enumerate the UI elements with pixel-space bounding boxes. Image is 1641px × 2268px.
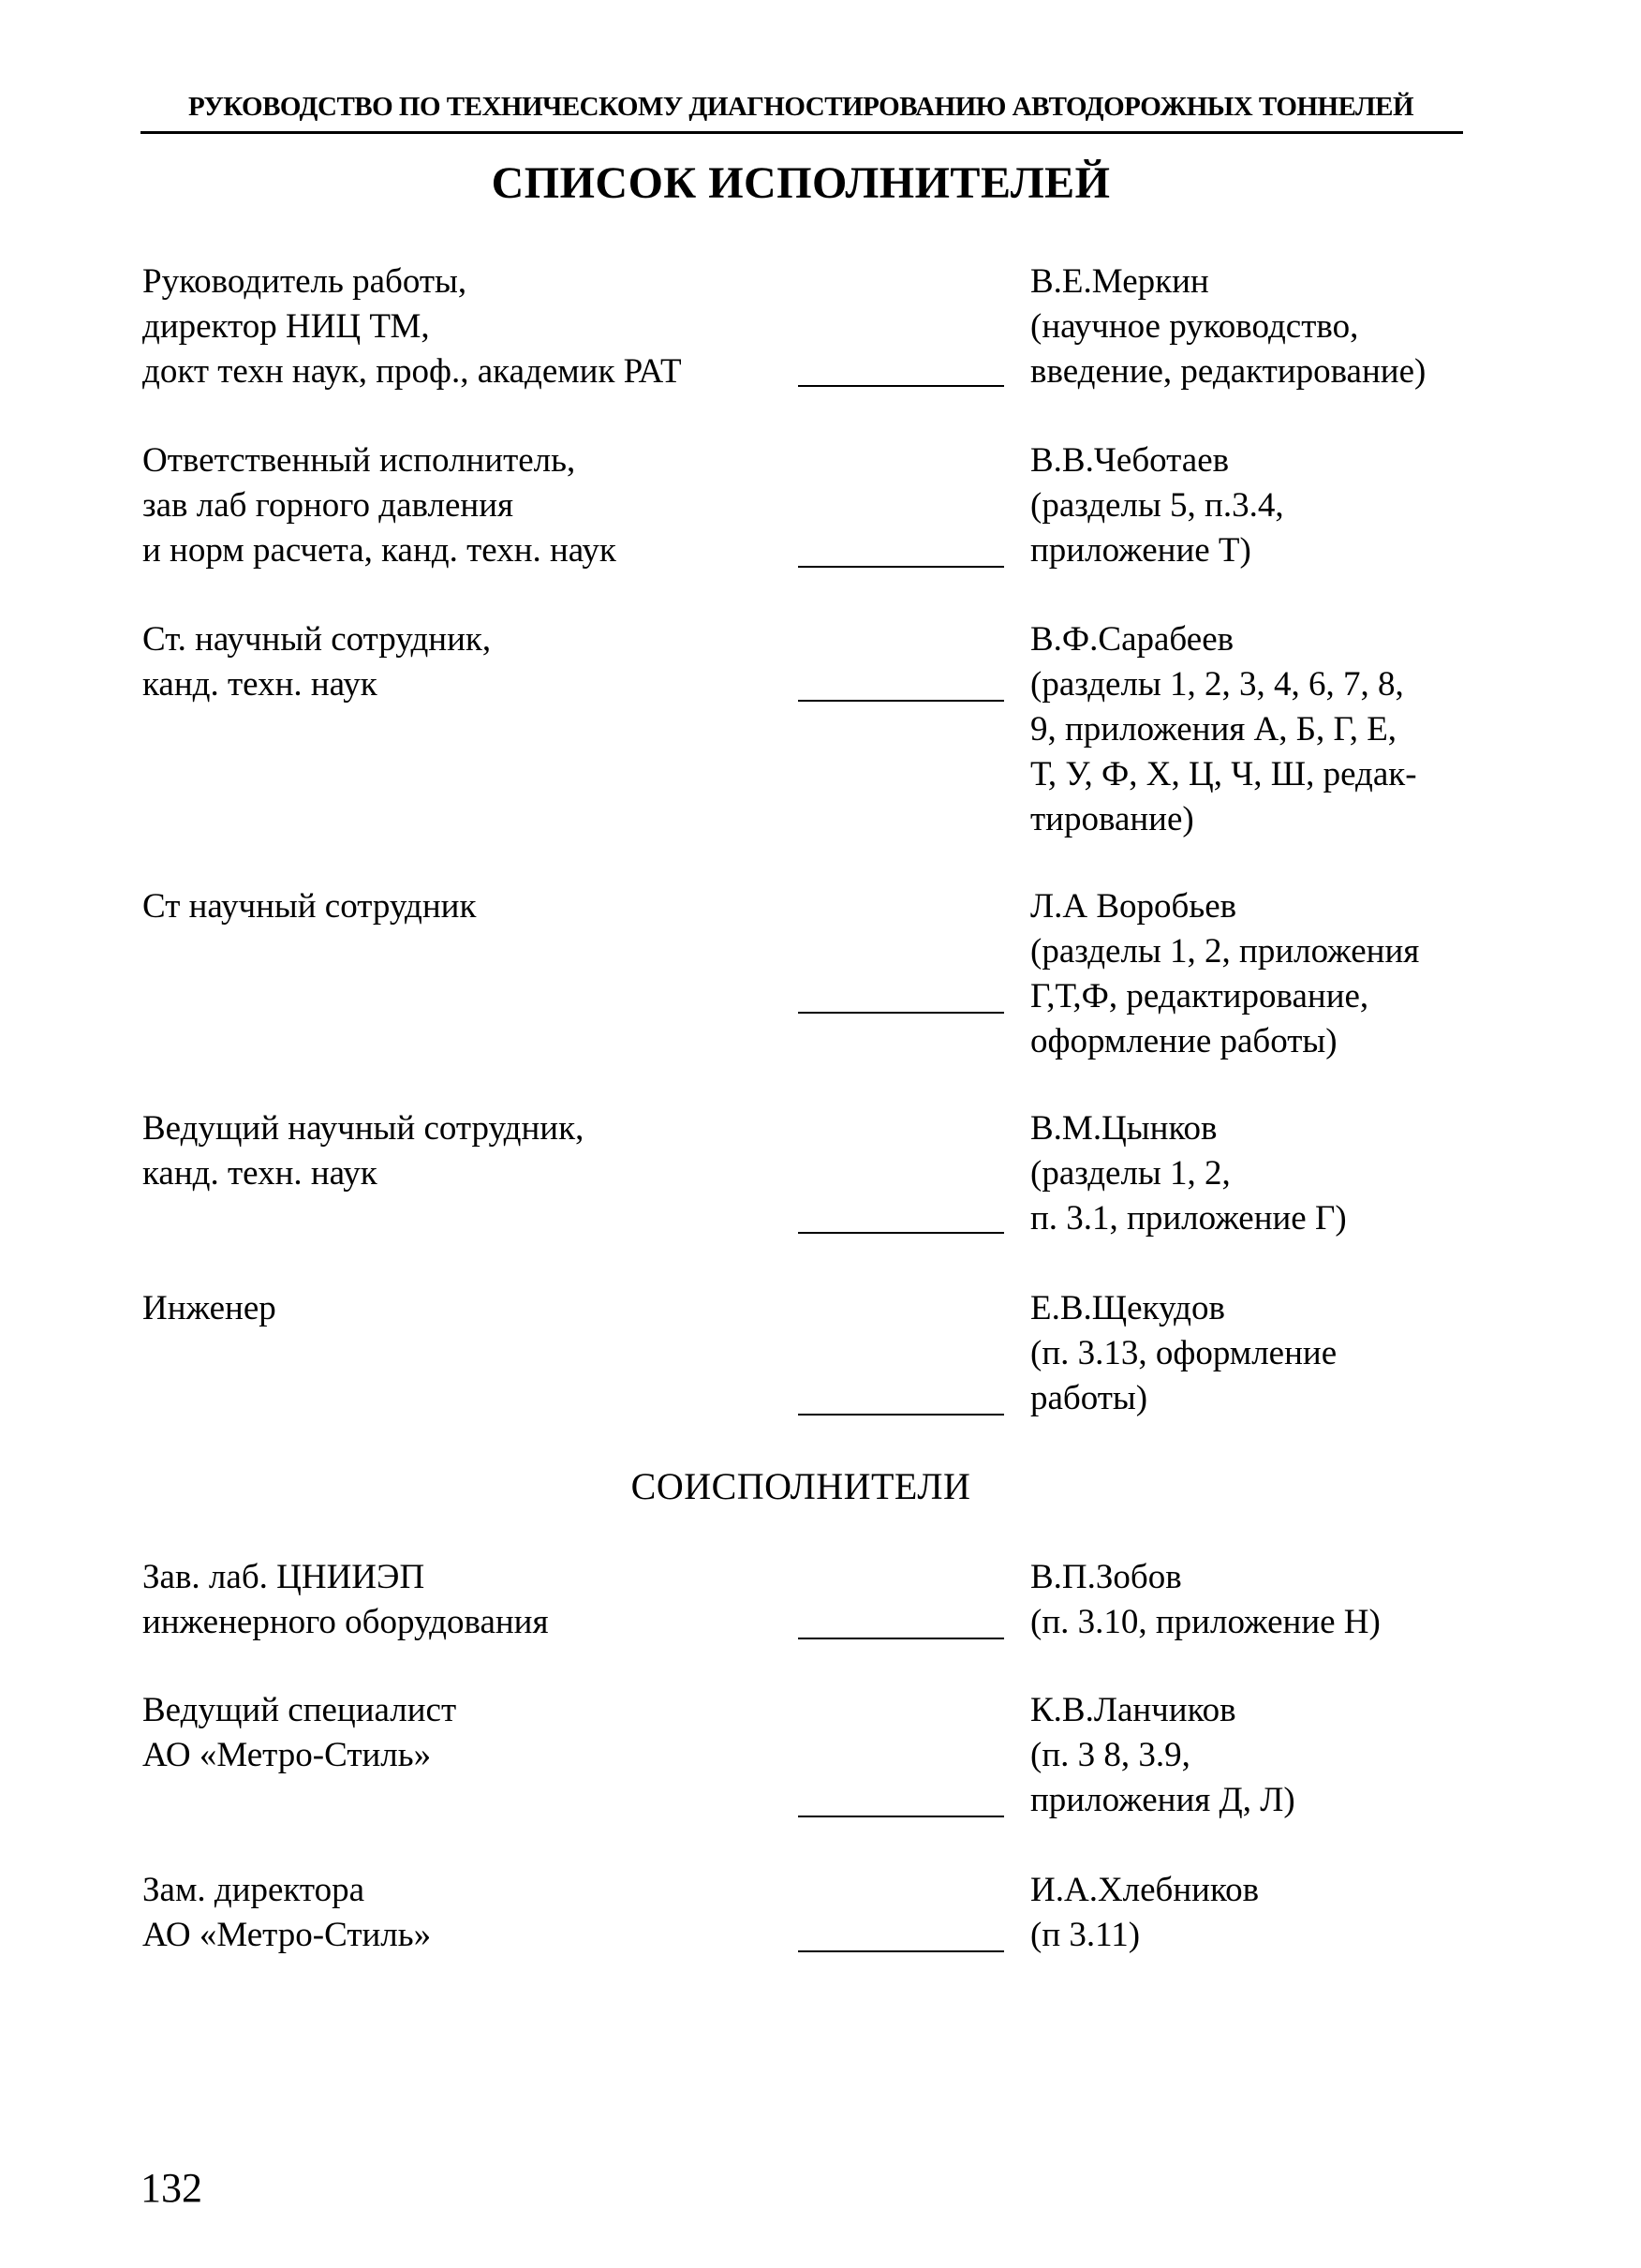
signature-line: [798, 1414, 1004, 1416]
executor-name: В.В.Чеботаев: [1030, 441, 1230, 480]
signature-line: [798, 1638, 1004, 1639]
credit-line: (п. 3 8, 3.9,: [1030, 1736, 1190, 1774]
page-title: СПИСОК ИСПОЛНИТЕЛЕЙ: [491, 158, 1111, 208]
section-title: СОИСПОЛНИТЕЛИ: [630, 1465, 971, 1507]
executor-role: [142, 259, 779, 394]
executor-role: [142, 1106, 779, 1196]
executor-role: [142, 1286, 779, 1331]
executor-role: [142, 884, 779, 929]
credit-line: введение, редактирование): [1030, 352, 1427, 391]
credit-line: (п. 3.10, приложение Н): [1030, 1603, 1381, 1641]
executor-credit: [1030, 259, 1555, 394]
credit-line: (разделы 1, 2,: [1030, 1154, 1231, 1193]
role-line: зав лаб горного давления: [142, 486, 514, 525]
role-line: Ст научный сотрудник: [142, 887, 477, 926]
running-header: РУКОВОДСТВО ПО ТЕХНИЧЕСКОМУ ДИАГНОСТИРОВАНИЮ АВТОДОРОЖНЫХ ТОННЕЛЕЙ: [187, 92, 1414, 122]
credit-line: приложение Т): [1030, 531, 1251, 570]
credit-line: п. 3.1, приложение Г): [1030, 1199, 1347, 1238]
executor-name: В.Ф.Сарабеев: [1030, 620, 1234, 659]
executor-credit: [1030, 1106, 1555, 1241]
signature-line: [798, 1950, 1004, 1952]
role-line: докт техн наук, проф., академик РАТ: [142, 352, 682, 391]
executor-credit: [1030, 1868, 1555, 1958]
role-line: директор НИЦ ТМ,: [142, 307, 430, 346]
role-line: канд. техн. наук: [142, 665, 377, 704]
role-line: канд. техн. наук: [142, 1154, 377, 1193]
role-line: Руководитель работы,: [142, 262, 467, 301]
credit-line: приложения Д, Л): [1030, 1781, 1295, 1819]
executor-name: В.М.Цынков: [1030, 1109, 1218, 1148]
page-number: 132: [140, 2165, 202, 2211]
credit-line: Г,Т,Ф, редактирование,: [1030, 977, 1369, 1015]
executor-role: [142, 1688, 779, 1778]
role-line: Ст. научный сотрудник,: [142, 620, 492, 659]
credit-line: оформление работы): [1030, 1022, 1338, 1060]
executor-name: Л.А Воробьев: [1030, 887, 1237, 926]
executor-role: [142, 617, 779, 707]
role-line: Ответственный исполнитель,: [142, 441, 576, 480]
credit-line: 9, приложения А, Б, Г, Е,: [1030, 710, 1397, 749]
executor-credit: [1030, 438, 1555, 573]
credit-line: (п 3.11): [1030, 1916, 1141, 1954]
header-rule: [140, 131, 1463, 134]
signature-line: [798, 385, 1004, 387]
role-line: Инженер: [142, 1289, 276, 1327]
credit-line: (разделы 1, 2, 3, 4, 6, 7, 8,: [1030, 665, 1404, 704]
signature-line: [798, 1816, 1004, 1817]
executor-role: [142, 1555, 779, 1645]
role-line: АО «Метро-Стиль»: [142, 1736, 432, 1774]
credit-line: (разделы 5, п.3.4,: [1030, 486, 1284, 525]
credit-line: Т, У, Ф, Х, Ц, Ч, Ш, редак-: [1030, 755, 1417, 793]
role-line: Зам. директора: [142, 1871, 365, 1909]
executor-role: [142, 1868, 779, 1958]
executor-name: И.А.Хлебников: [1030, 1871, 1260, 1909]
executor-credit: [1030, 617, 1555, 842]
executor-credit: [1030, 1286, 1555, 1421]
role-line: Ведущий научный сотрудник,: [142, 1109, 584, 1148]
credit-line: (научное руководство,: [1030, 307, 1359, 346]
credit-line: тирование): [1030, 800, 1194, 838]
executor-name: В.Е.Меркин: [1030, 262, 1209, 301]
credit-line: (разделы 1, 2, приложения: [1030, 932, 1420, 971]
signature-line: [798, 1232, 1004, 1234]
executor-credit: [1030, 1688, 1555, 1823]
role-line: и норм расчета, канд. техн. наук: [142, 531, 616, 570]
signature-line: [798, 700, 1004, 702]
role-line: Зав. лаб. ЦНИИЭП: [142, 1558, 425, 1596]
credit-line: (п. 3.13, оформление: [1030, 1334, 1338, 1372]
executor-credit: [1030, 1555, 1555, 1645]
executor-name: Е.В.Щекудов: [1030, 1289, 1225, 1327]
role-line: Ведущий специалист: [142, 1691, 457, 1729]
credit-line: работы): [1030, 1379, 1148, 1417]
signature-line: [798, 1012, 1004, 1014]
executor-role: [142, 438, 779, 573]
role-line: АО «Метро-Стиль»: [142, 1916, 432, 1954]
executor-name: К.В.Ланчиков: [1030, 1691, 1236, 1729]
executor-name: В.П.Зобов: [1030, 1558, 1182, 1596]
signature-line: [798, 566, 1004, 568]
role-line: инженерного оборудования: [142, 1603, 549, 1641]
executor-credit: [1030, 884, 1555, 1064]
